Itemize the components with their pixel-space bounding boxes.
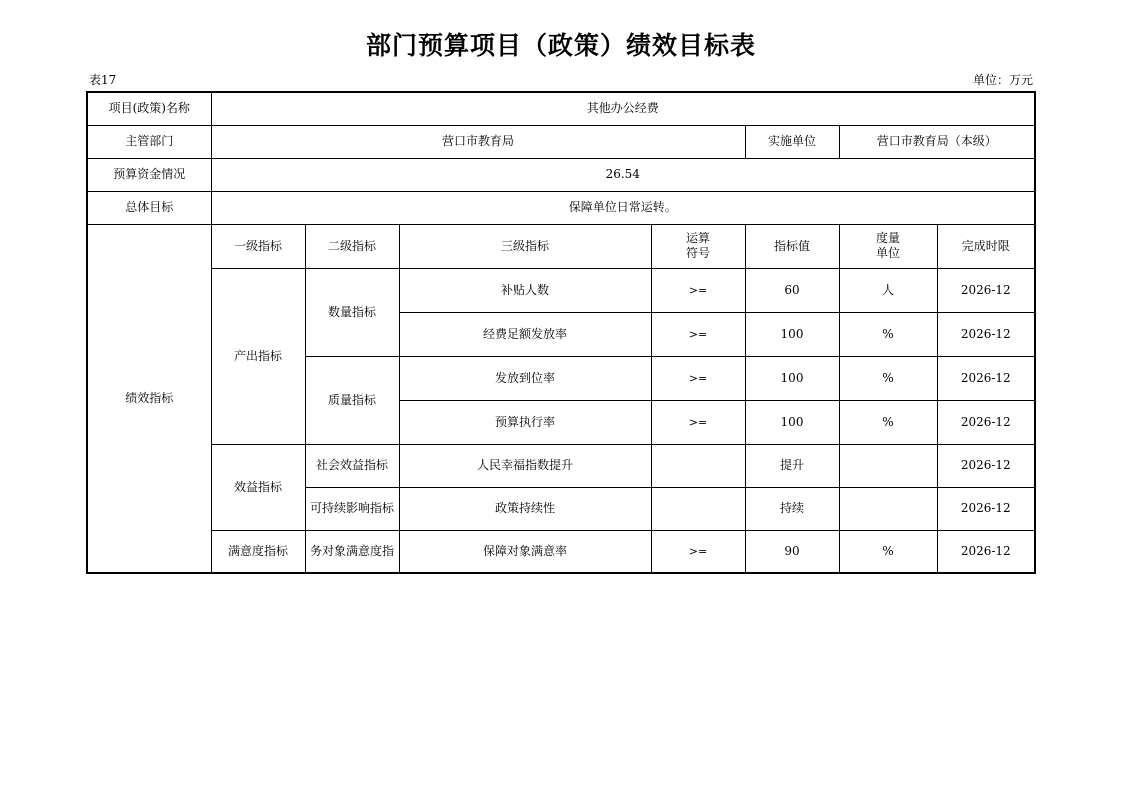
budget-row [87,158,1035,191]
unit-cell: % [839,530,937,573]
operator-cell [651,487,745,530]
header-level2: 二级指标 [305,224,399,268]
table-row [87,268,1035,312]
unit-label: 单位：万元 [972,73,1033,87]
table-number: 表17 [89,73,117,87]
budget-label: 预算资金情况 [87,158,211,191]
header-operator: 运算 符号 [651,224,745,268]
group-social: 社会效益指标 [305,444,399,487]
unit-cell: % [839,356,937,400]
group-satisfaction: 满意度指标 [211,530,305,573]
indicator-cell: 政策持续性 [399,487,651,530]
table-row [87,444,1035,487]
project-name-value: 其他办公经费 [211,92,1035,125]
indicator-cell: 预算执行率 [399,400,651,444]
unit-cell [839,444,937,487]
table-row [87,530,1035,573]
operator-cell: >= [651,312,745,356]
operator-cell: >= [651,400,745,444]
group-output: 产出指标 [211,268,305,444]
value-cell: 100 [745,312,839,356]
operator-cell [651,444,745,487]
header-level1: 一级指标 [211,224,305,268]
deadline-cell: 2026-12 [937,312,1035,356]
value-cell: 90 [745,530,839,573]
group-sustainable: 可持续影响指标 [305,487,399,530]
unit-cell: 人 [839,268,937,312]
project-name-row [87,92,1035,125]
budget-value: 26.54 [211,158,1035,191]
dept-label: 主管部门 [87,125,211,158]
indicator-header-row [87,224,1035,268]
deadline-cell: 2026-12 [937,356,1035,400]
deadline-cell: 2026-12 [937,530,1035,573]
value-cell: 60 [745,268,839,312]
operator-cell: >= [651,530,745,573]
unit-cell: % [839,312,937,356]
impl-unit-label: 实施单位 [745,125,839,158]
unit-cell [839,487,937,530]
value-cell: 提升 [745,444,839,487]
project-name-label: 项目(政策)名称 [87,92,211,125]
indicator-cell: 经费足额发放率 [399,312,651,356]
header-level3: 三级指标 [399,224,651,268]
group-service-satisfaction: 务对象满意度指 [305,530,399,573]
indicator-cell: 补贴人数 [399,268,651,312]
value-cell: 100 [745,400,839,444]
performance-target-table [86,91,1036,574]
value-cell: 持续 [745,487,839,530]
operator-cell: >= [651,356,745,400]
deadline-cell: 2026-12 [937,400,1035,444]
deadline-cell: 2026-12 [937,487,1035,530]
operator-cell: >= [651,268,745,312]
header-unit: 度量 单位 [839,224,937,268]
unit-cell: % [839,400,937,444]
deadline-cell: 2026-12 [937,268,1035,312]
overall-goal-value: 保障单位日常运转。 [211,191,1035,224]
dept-value: 营口市教育局 [211,125,745,158]
overall-goal-label: 总体目标 [87,191,211,224]
impl-unit-value: 营口市教育局（本级） [839,125,1035,158]
value-cell: 100 [745,356,839,400]
group-quality: 质量指标 [305,356,399,444]
header-deadline: 完成时限 [937,224,1035,268]
dept-row [87,125,1035,158]
indicator-cell: 保障对象满意率 [399,530,651,573]
indicator-cell: 发放到位率 [399,356,651,400]
deadline-cell: 2026-12 [937,444,1035,487]
page-title: 部门预算项目（政策）绩效目标表 [365,31,756,60]
group-benefit: 效益指标 [211,444,305,530]
header-value: 指标值 [745,224,839,268]
group-quantity: 数量指标 [305,268,399,356]
indicator-cell: 人民幸福指数提升 [399,444,651,487]
perf-indicators-label: 绩效指标 [87,224,211,573]
overall-goal-row [87,191,1035,224]
